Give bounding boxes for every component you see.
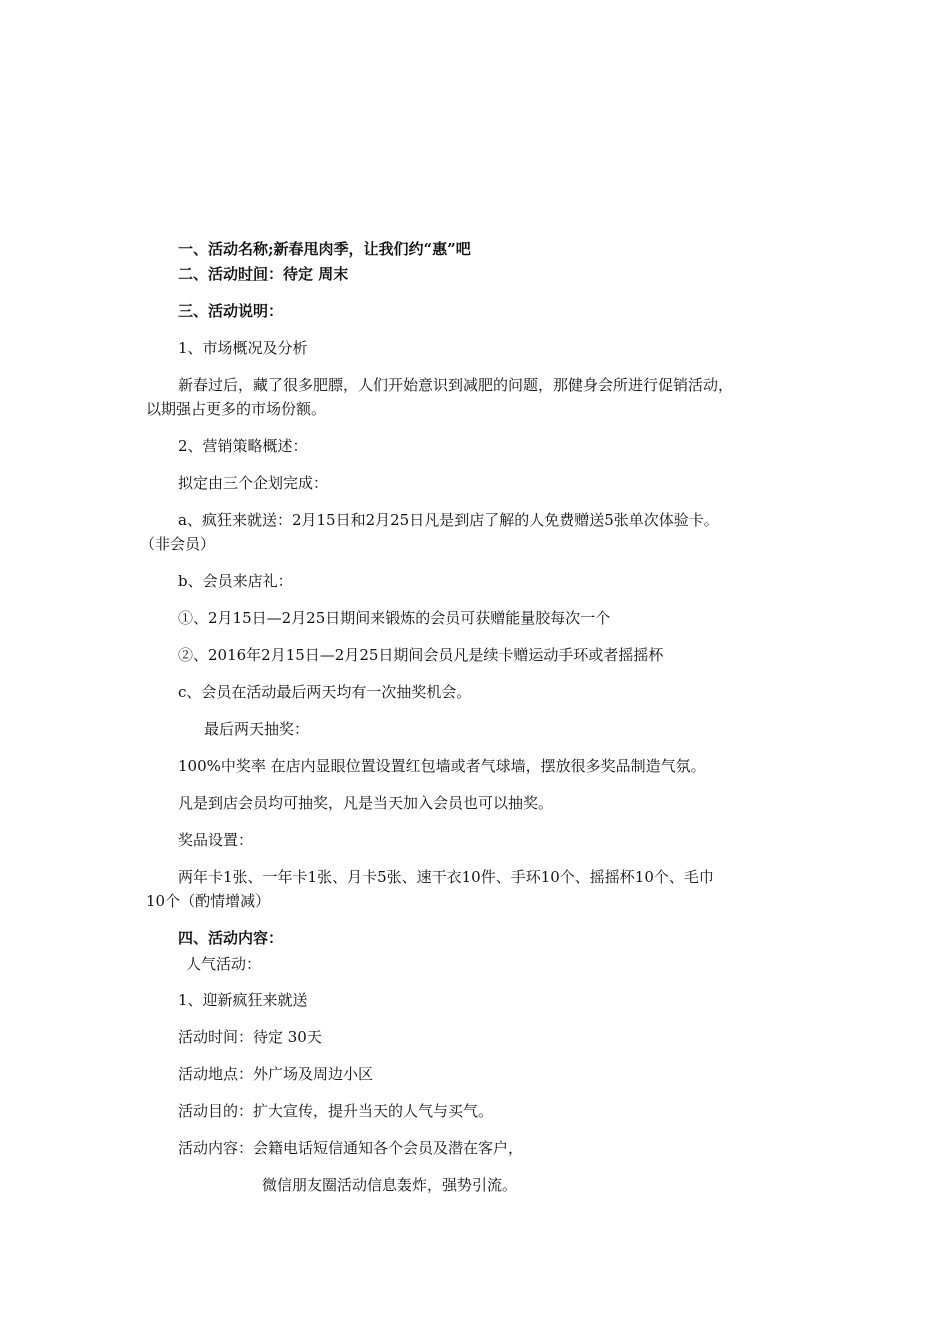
section-market-title: 1、市场概况及分析 xyxy=(178,339,308,357)
plan-b-item2: ②、2016年2月15日—2月25日期间会员凡是续卡赠运动手环或者摇摇杯 xyxy=(178,646,664,664)
popular-activity-title: 人气活动： xyxy=(186,955,262,973)
plan-a-line1: a、疯狂来就送：2月15日和2月25日凡是到店了解的人免费赠送5张单次体验卡。 xyxy=(178,511,719,529)
market-paragraph-line2: 以期强占更多的市场份额。 xyxy=(146,400,327,418)
market-paragraph-line1: 新春过后，藏了很多肥膘，人们开始意识到减肥的问题，那健身会所进行促销活动， xyxy=(178,376,734,394)
prize-list-line2: 10个（酌情增减） xyxy=(146,892,271,910)
heading-activity-content: 四、活动内容： xyxy=(178,929,284,947)
heading-activity-time xyxy=(178,264,348,284)
time-link[interactable]: 时间 xyxy=(238,265,269,283)
plan-c-title: c、会员在活动最后两天均有一次抽奖机会。 xyxy=(178,683,472,701)
event1-time: 活动时间：待定 30天 xyxy=(178,1028,322,1046)
plan-b-title: b、会员来店礼： xyxy=(178,572,293,590)
heading-activity-name: 一、活动名称;新春甩肉季，让我们约“惠”吧 xyxy=(178,240,471,258)
strategy-intro: 拟定由三个企划完成： xyxy=(178,474,329,492)
prize-title: 奖品设置： xyxy=(178,831,254,849)
lottery-paragraph2: 凡是到店会员均可抽奖，凡是当天加入会员也可以抽奖。 xyxy=(178,794,554,812)
section-strategy-title: 2、营销策略概述： xyxy=(178,437,308,455)
heading-activity-time-prefix: 二、活动 xyxy=(178,265,239,283)
plan-a-line2: （非会员） xyxy=(140,535,216,553)
event1-title: 1、迎新疯狂来就送 xyxy=(178,991,308,1009)
event1-place: 活动地点：外广场及周边小区 xyxy=(178,1065,374,1083)
lottery-paragraph1: 100%中奖率 在店内显眼位置设置红包墙或者气球墙，摆放很多奖品制造气氛。 xyxy=(178,757,706,775)
heading-activity-time-suffix: ：待定 周末 xyxy=(268,265,349,283)
heading-activity-description: 三、活动说明： xyxy=(178,302,284,320)
prize-list-line1: 两年卡1张、一年卡1张、月卡5张、速干衣10件、手环10个、摇摇杯10个、毛巾 xyxy=(178,868,714,886)
event1-content-line2: 微信朋友圈活动信息轰炸，强势引流。 xyxy=(262,1176,518,1194)
lottery-subtitle: 最后两天抽奖： xyxy=(204,720,310,738)
event1-goal: 活动目的：扩大宣传，提升当天的人气与买气。 xyxy=(178,1102,494,1120)
event1-content-line1: 活动内容：会籍电话短信通知各个会员及潜在客户， xyxy=(178,1139,524,1157)
plan-b-item1: ①、2月15日—2月25日期间来锻炼的会员可获赠能量胶每次一个 xyxy=(178,609,611,627)
